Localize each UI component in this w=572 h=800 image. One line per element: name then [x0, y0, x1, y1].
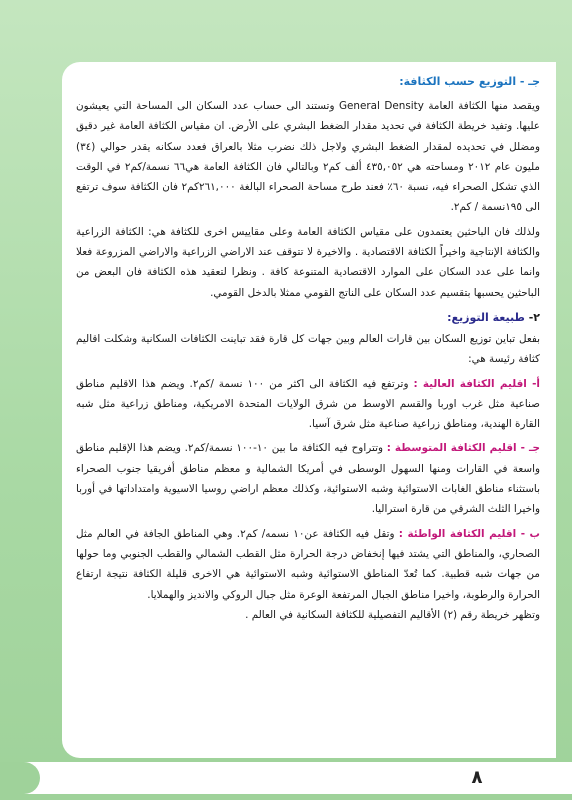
region-medium-title: جـ - اقليم الكثافة المتوسطة :: [386, 442, 541, 455]
heading-label: طبيعة التوزيع:: [447, 310, 525, 324]
region-high-density: [76, 374, 540, 435]
region-low-title: ب - اقليم الكثافة الواطئة :: [398, 527, 540, 540]
paragraph-other-measures: ولذلك فان الباحثين يعتمدون على مقياس الكثافة العامة وعلى مقاييس اخرى للكثافة هي: الكثافة الزراعية والكثافة الإنتاجية واخيراً الكثافة الاقتصادية . والاخيرة لا تتوقف عند الاراضي الزراعية والاراضي المزروعة فعلا وانما على عدد السكان على الموارد الاقتصادية المتنوعة كافة . ونظرا لتعقيد هذه الكثافة فان البعض من الباحثين يحسبها بتقسيم عدد السكان على الناتج القومي ممثلا بالدخل القومي.: [76, 225, 540, 299]
content-card: [62, 62, 556, 758]
section-heading-distribution-nature: [76, 307, 540, 329]
region-high-title: أ- اقليم الكثافة العالية :: [413, 377, 540, 390]
heading-number: ٢-: [528, 310, 540, 324]
paragraph-general-density: ويقصد منها الكثافة العامة General Density وتستند الى حساب عدد السكان الى المساحة التي يعيشون عليها. وتفيد خريطة الكثافة في تحديد مقدار الضغط البشري على الأرض. ان مقياس الكثافة العامة غير دقيق ومضلل في تحديده لمقدار الضغط البشري ولاجل ذلك نضرب مثلا بالعراق فعدد سكانه يقدر حوالي (٣٤) مليون عام ٢٠١٢ ومساحته هي ٤٣٥,٠٥٢ ألف كم٢ وبالتالي فان الكثافة العامة هي٦٦ نسمة/كم٢ في الوقت الذي تشكل الصحراء فيه، نسبة ٦٠٪ فعند طرح مساحة الصحراء البالغة ٢٦١,٠٠٠كم٢ فان الكثافة سوف ترتفع الى ١٩٥نسمة / كم٢.: [76, 100, 540, 214]
section-heading: جـ - التوزيع حسب الكثافة:: [399, 75, 540, 88]
region-low-text: وتقل فيه الكثافة عن١٠ نسمه/ كم٢. وهي المناطق الجافة في العالم مثل الصحاري، والمناطق التي يشتد فيها إنخفاض درجة الحرارة مثل القطب الشمالي والقطب الجنوبي وما حولها من جهات شبه قطبية. كما تُعدّ المناطق الاستوائية وشبه الاستوائية هي الاخرى قليلة الكثافة نتيجة ارتفاع الحرارة والرطوبة، واخيرا مناطق الجبال المرتفعة الوعرة مثل جبال الروكي والانديز والهملايا.: [76, 527, 540, 601]
closing-line: وتظهر خريطة رقم (٢) الأقاليم التفصيلية للكثافة السكانية في العالم .: [245, 608, 540, 621]
region-low-density: [76, 524, 540, 605]
page-number: ٨: [471, 767, 483, 788]
footer-accent: [0, 762, 40, 794]
region-medium-density: [76, 438, 540, 519]
paragraph-intro-regions: بفعل تباين توزيع السكان بين قارات العالم وبين جهات كل قارة فقد تباينت الكثافات السكانية وشكلت اقاليم كثافة رئيسة هي:: [76, 332, 540, 366]
region-high-text: وترتفع فيه الكثافة الى اكثر من ١٠٠ نسمة /كم٢. ويضم هذا الاقليم مناطق صناعية مثل غرب اوربا والقسم الاوسط من شرق الولايات المتحدة الامريكية، ومناطق زراعية مثل شبه القارة الهندية، ومناطق زراعية صناعية مثل شرق آسيا.: [76, 377, 540, 431]
region-medium-text: وتتراوح فيه الكثافة ما بين ١٠-١٠٠ نسمة/كم٢. ويضم هذا الإقليم مناطق واسعة في القارات ومنها السهول الوسطى في أمريكا الشمالية و معظم مناطق أفريقيا جنوب الصحراء باستثناء مناطق الغابات الاستوائية وشبه الاستوائية، وكذلك معظم اراضي روسيا الاسيوية وامتداداتها في أوربا واخيرا الثلث الشرقي من قارة استراليا.: [76, 442, 540, 516]
